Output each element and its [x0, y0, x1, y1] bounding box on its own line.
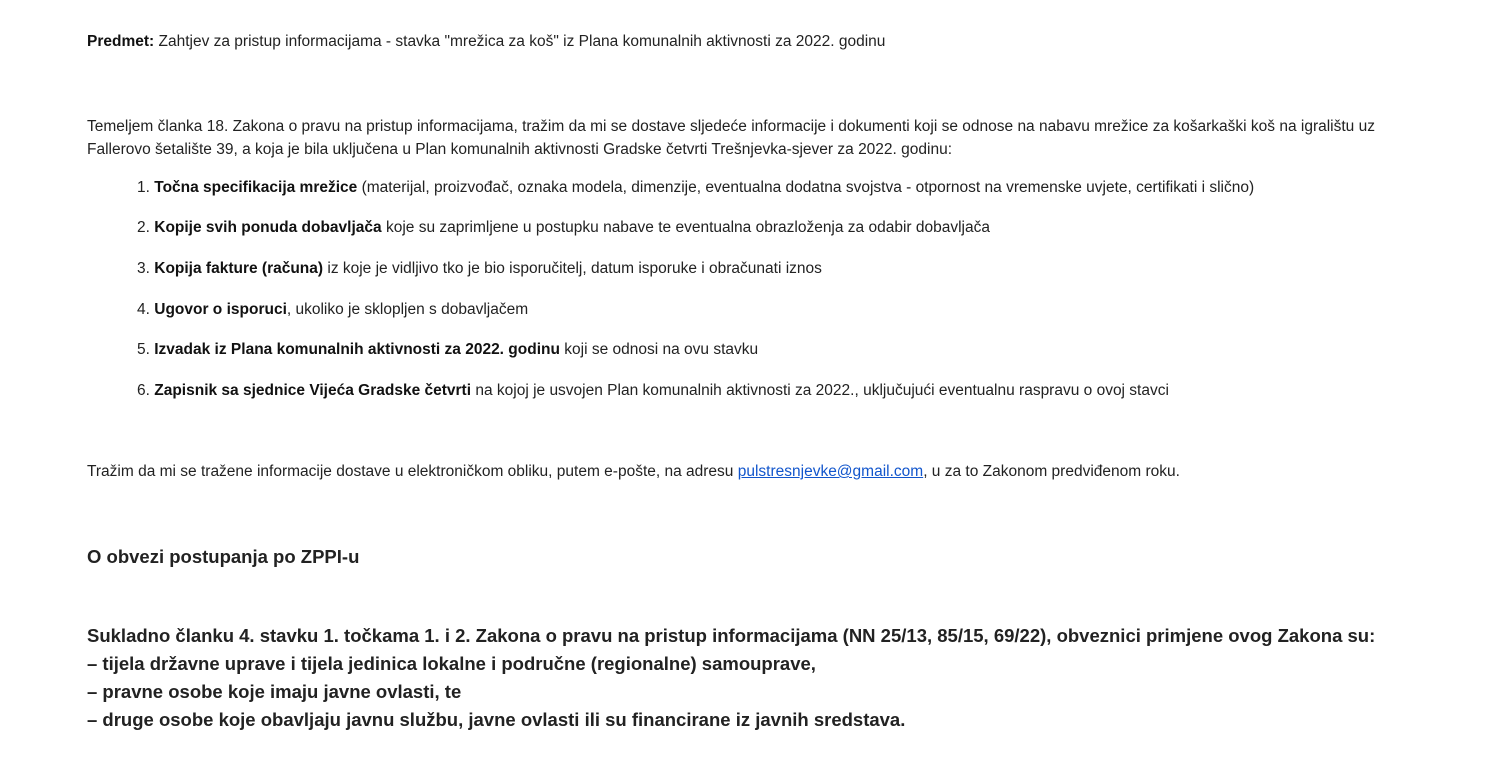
- intro-paragraph: [87, 115, 1375, 161]
- legal-paragraph: [87, 622, 1375, 734]
- list-item: [137, 382, 1169, 400]
- legal-line-2: – tijela državne uprave i tijela jedinica lokalne i područne (regionalne) samouprave,: [87, 653, 816, 674]
- list-item-number: 4.: [137, 301, 150, 318]
- list-item-text: , ukoliko je sklopljen s dobavljačem: [286, 301, 529, 318]
- list-item-bold: Kopija fakture (računa): [154, 260, 324, 277]
- section-heading: O obvezi postupanja po ZPPI-u: [87, 546, 360, 567]
- list-item-bold: Izvadak iz Plana komunalnih aktivnosti za 2022. godinu: [154, 341, 560, 358]
- list-item: [137, 260, 822, 278]
- list-item-text: iz koje je vidljivo tko je bio isporučitelj, datum isporuke i obračunati iznos: [323, 260, 822, 277]
- list-item-bold: Zapisnik sa sjednice Vijeća Gradske četvrti: [154, 382, 472, 399]
- list-item: [137, 301, 528, 319]
- list-item-text: (materijal, proizvođač, oznaka modela, dimenzije, eventualna dodatna svojstva - otpornost na vremenske uvjete, certifikati i slično): [357, 179, 1255, 196]
- list-item: [137, 179, 1254, 197]
- legal-line-3: – pravne osobe koje imaju javne ovlasti, te: [87, 681, 462, 702]
- list-item-number: 5.: [137, 341, 150, 358]
- list-item-bold: Kopije svih ponuda dobavljača: [154, 219, 382, 236]
- list-item-bold: Ugovor o isporuci: [154, 301, 287, 318]
- intro-line-2: Fallerovo šetalište 39, a koja je bila uključena u Plan komunalnih aktivnosti Gradske četvrti Trešnjevka-sjever za 2022. godinu:: [87, 141, 953, 158]
- email-link[interactable]: pulstresnjevke@gmail.com: [737, 463, 924, 480]
- list-item-text: koje su zaprimljene u postupku nabave te eventualna obrazloženja za odabir dobavljača: [381, 219, 990, 236]
- legal-line-1: Sukladno članku 4. stavku 1. točkama 1. i 2. Zakona o pravu na pristup informacijama (NN 25/13, 85/15, 69/22), obveznici primjene ovog Zakona su:: [87, 625, 1376, 646]
- list-item: [137, 219, 990, 237]
- subject-line: [87, 33, 885, 51]
- list-item: [137, 341, 758, 359]
- list-item-text: koji se odnosi na ovu stavku: [559, 341, 759, 358]
- delivery-text-after: , u za to Zakonom predviđenom roku.: [923, 463, 1180, 480]
- list-item-number: 6.: [137, 382, 150, 399]
- list-item-number: 1.: [137, 179, 150, 196]
- delivery-paragraph: [87, 463, 1180, 481]
- list-item-number: 3.: [137, 260, 150, 277]
- subject-label: Predmet:: [87, 33, 155, 50]
- delivery-text-before: Tražim da mi se tražene informacije dostave u elektroničkom obliku, putem e-pošte, na adresu: [87, 463, 738, 480]
- legal-line-4: – druge osobe koje obavljaju javnu službu, javne ovlasti ili su financirane iz javnih sredstava.: [87, 709, 906, 730]
- intro-line-1: Temeljem članka 18. Zakona o pravu na pristup informacijama, tražim da mi se dostave sljedeće informacije i dokumenti koji se odnose na nabavu mrežice za košarkaški koš na igralištu uz: [87, 118, 1375, 135]
- list-item-bold: Točna specifikacija mrežice: [154, 179, 358, 196]
- list-item-number: 2.: [137, 219, 150, 236]
- list-item-text: na kojoj je usvojen Plan komunalnih aktivnosti za 2022., uključujući eventualnu raspravu o ovoj stavci: [471, 382, 1169, 399]
- subject-text: Zahtjev za pristup informacijama - stavka "mrežica za koš" iz Plana komunalnih aktivnosti za 2022. godinu: [154, 33, 886, 50]
